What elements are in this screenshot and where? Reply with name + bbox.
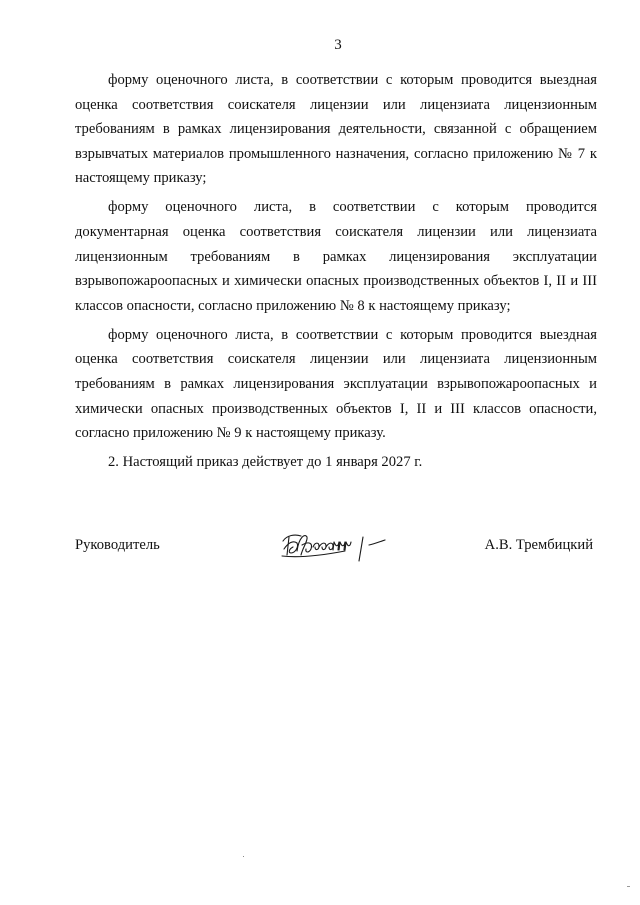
scan-speck — [627, 886, 630, 887]
page-number: 3 — [334, 37, 342, 53]
signature-block — [75, 525, 597, 575]
scan-speck — [243, 856, 244, 857]
handwritten-signature — [279, 525, 391, 565]
signatory-name: А.В. Трембицкий — [484, 537, 593, 553]
paragraph-evaluation-form-7: форму оценочного листа, в соответствии с которым проводится выездная оценка соответствия соискателя лицензии или лицензиата лицензионным требованиям в рамках лицензирования деятельности, связанной с обращением взрывчатых материалов промышленного назначения, согласно приложению № 7 к настоящему приказу; — [75, 72, 597, 187]
signatory-title: Руководитель — [75, 537, 160, 553]
paragraph-evaluation-form-9: форму оценочного листа, в соответствии с которым проводится выездная оценка соответствия соискателя лицензии или лицензиата лицензионным требованиям в рамках лицензирования эксплуатации взрывопожароопасных и химически опасных производственных объектов I, II и III классов опасности, согласно приложению № 9 к настоящему приказу. — [75, 326, 597, 442]
paragraph-evaluation-form-8: форму оценочного листа, в соответствии с которым проводится документарная оценка соответствия соискателя лицензии или лицензиата лицензионным требованиям в рамках лицензирования эксплуатации взрывопожароопасных и химически опасных производственных объектов I, II и III классов опасности, согласно приложению № 8 к настоящему приказу; — [75, 199, 597, 314]
document-body — [75, 68, 597, 479]
paragraph-effective-date: 2. Настоящий приказ действует до 1 января 2027 г. — [108, 454, 423, 471]
